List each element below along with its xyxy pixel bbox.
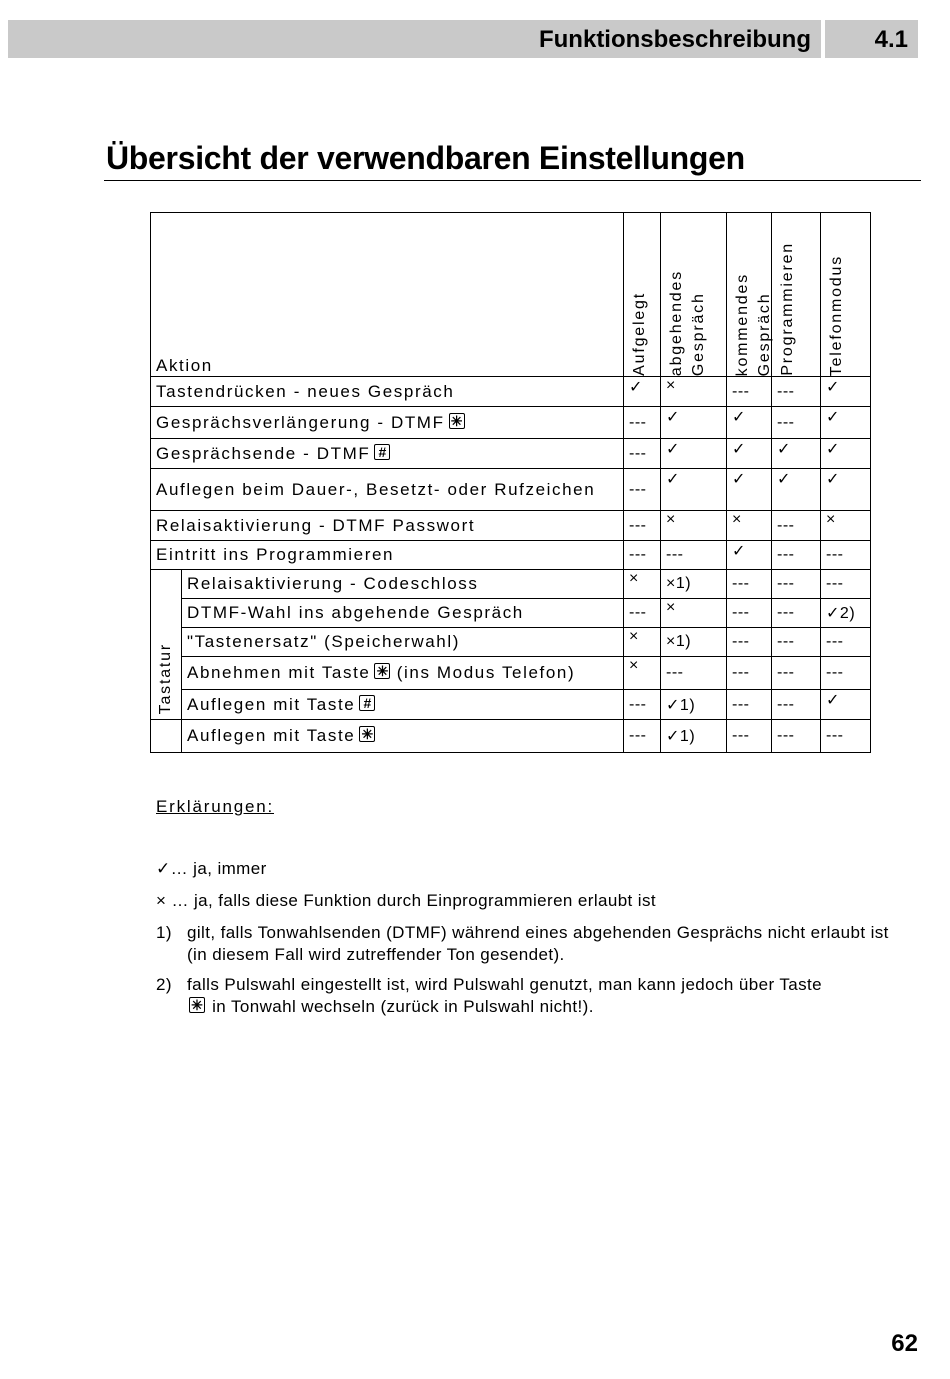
action-cell bbox=[182, 690, 624, 720]
status-cell: --- bbox=[772, 657, 821, 690]
status-cell: --- bbox=[772, 720, 821, 753]
header-section-title: Funktionsbeschreibung bbox=[538, 26, 811, 53]
status-cell: --- bbox=[624, 720, 661, 753]
status-cell: ✓ bbox=[624, 377, 661, 407]
status-cell: ✓ bbox=[821, 377, 871, 407]
page-title: Übersicht der verwendbaren Einstellungen bbox=[106, 140, 745, 176]
status-cell: --- bbox=[624, 407, 661, 439]
action-cell bbox=[151, 439, 624, 469]
status-cell: --- bbox=[772, 570, 821, 599]
status-cell: ✓2) bbox=[821, 599, 871, 628]
table-row bbox=[151, 541, 871, 570]
column-header-label: Telefonmodus bbox=[828, 254, 846, 376]
status-cell: --- bbox=[772, 541, 821, 570]
status-cell: ✓ bbox=[727, 541, 772, 570]
column-header bbox=[727, 213, 772, 377]
action-header-cell bbox=[151, 213, 624, 377]
status-cell: --- bbox=[821, 720, 871, 753]
action-cell bbox=[182, 599, 624, 628]
column-header-label: Aufgelegt bbox=[631, 292, 649, 376]
status-cell: --- bbox=[821, 628, 871, 657]
status-cell: × bbox=[624, 628, 661, 657]
status-cell: --- bbox=[821, 570, 871, 599]
status-cell: ✓ bbox=[772, 439, 821, 469]
action-cell bbox=[151, 407, 624, 439]
status-cell: × bbox=[661, 511, 727, 541]
explanations-title: Erklärungen: bbox=[156, 797, 274, 816]
status-cell: --- bbox=[821, 541, 871, 570]
status-cell: × bbox=[624, 570, 661, 599]
footnote-2-text-b: in Tonwahl wechseln (zurück in Pulswahl nicht!). bbox=[212, 997, 594, 1016]
status-cell: --- bbox=[727, 570, 772, 599]
keyboard-group-label: Tastatur bbox=[157, 642, 174, 714]
status-cell: --- bbox=[624, 511, 661, 541]
footnote-2-text bbox=[187, 974, 901, 1018]
column-header-label: abgehendes Gespräch bbox=[668, 269, 708, 376]
action-label: DTMF-Wahl ins abgehende Gespräch bbox=[187, 603, 524, 622]
column-header bbox=[772, 213, 821, 377]
title-divider bbox=[104, 180, 921, 181]
footnote-2-text-a: falls Pulswahl eingestellt ist, wird Pulswahl genutzt, man kann jedoch über Taste bbox=[187, 975, 822, 994]
action-label: Tastendrücken - neues Gespräch bbox=[156, 381, 455, 401]
footnote-2-number: 2) bbox=[156, 975, 172, 994]
table-header-row bbox=[151, 213, 871, 377]
status-cell: × bbox=[661, 599, 727, 628]
status-cell: --- bbox=[661, 657, 727, 690]
status-cell: × bbox=[624, 657, 661, 690]
footnote-1-text: gilt, falls Tonwahlsenden (DTMF) während eines abgehenden Gesprächs nicht erlaubt ist (in diesem Fall wird zutreffender Ton gesendet). bbox=[187, 923, 889, 964]
status-cell: ✓ bbox=[727, 469, 772, 511]
status-cell: × bbox=[727, 511, 772, 541]
action-label: Auflegen mit Taste bbox=[187, 726, 356, 745]
status-cell: ✓ bbox=[821, 407, 871, 439]
status-cell: --- bbox=[661, 541, 727, 570]
table-row bbox=[151, 377, 871, 407]
page-header bbox=[8, 20, 918, 58]
status-cell: ✓ bbox=[661, 407, 727, 439]
column-header bbox=[661, 213, 727, 377]
settings-table bbox=[150, 212, 871, 753]
action-cell bbox=[151, 469, 624, 511]
status-cell: --- bbox=[772, 599, 821, 628]
table-row bbox=[151, 599, 871, 628]
status-cell: --- bbox=[821, 657, 871, 690]
table-row bbox=[151, 720, 871, 753]
column-header-label: Programmieren bbox=[779, 242, 797, 376]
action-cell bbox=[151, 541, 624, 570]
header-section-number: 4.1 bbox=[874, 26, 908, 53]
action-cell bbox=[151, 511, 624, 541]
status-cell: ✓ bbox=[727, 439, 772, 469]
status-cell: --- bbox=[727, 599, 772, 628]
header-section-number-box bbox=[825, 20, 918, 58]
status-cell: ✓1) bbox=[661, 720, 727, 753]
status-cell: --- bbox=[624, 541, 661, 570]
header-section-title-box bbox=[8, 20, 821, 58]
status-cell: ✓ bbox=[661, 439, 727, 469]
table-row bbox=[151, 690, 871, 720]
star-key-icon: ✳ bbox=[189, 997, 205, 1013]
action-label: Eintritt ins Programmieren bbox=[156, 545, 395, 564]
action-header: Aktion bbox=[156, 356, 213, 375]
table-row bbox=[151, 570, 871, 599]
action-cell bbox=[182, 570, 624, 599]
hash-key-icon: # bbox=[359, 695, 375, 711]
table-row bbox=[151, 469, 871, 511]
action-cell bbox=[151, 377, 624, 407]
status-cell: ×1) bbox=[661, 628, 727, 657]
table-row bbox=[151, 439, 871, 469]
table-row bbox=[151, 657, 871, 690]
action-label: Gesprächsverlängerung - DTMF bbox=[156, 412, 445, 432]
action-label: Relaisaktivierung - Codeschloss bbox=[187, 574, 479, 593]
action-label: Gesprächsende - DTMF bbox=[156, 443, 371, 463]
status-cell: --- bbox=[727, 628, 772, 657]
star-key-icon: ✳ bbox=[449, 413, 465, 429]
status-cell: ✓ bbox=[821, 469, 871, 511]
status-cell: ✓ bbox=[772, 469, 821, 511]
status-cell: --- bbox=[727, 690, 772, 720]
status-cell: --- bbox=[624, 599, 661, 628]
column-header bbox=[624, 213, 661, 377]
legend-check: ✓… ja, immer bbox=[156, 859, 267, 878]
column-header-label: kommendes Gespräch bbox=[734, 272, 774, 376]
status-cell: ✓ bbox=[727, 407, 772, 439]
action-cell bbox=[182, 628, 624, 657]
status-cell: --- bbox=[727, 720, 772, 753]
action-label: Relaisaktivierung - DTMF Passwort bbox=[156, 515, 476, 535]
settings-table-body bbox=[151, 213, 871, 753]
status-cell: ✓ bbox=[821, 439, 871, 469]
action-label: Abnehmen mit Taste bbox=[187, 663, 371, 682]
status-cell: --- bbox=[624, 439, 661, 469]
status-cell: --- bbox=[624, 690, 661, 720]
footnote-1-number: 1) bbox=[156, 923, 172, 942]
action-label: "Tastenersatz" (Speicherwahl) bbox=[187, 632, 460, 651]
status-cell: ✓ bbox=[821, 690, 871, 720]
footnote-1 bbox=[156, 922, 901, 966]
keyboard-group-cell bbox=[151, 570, 182, 720]
table-row bbox=[151, 511, 871, 541]
status-cell: ✓ bbox=[661, 469, 727, 511]
action-label: Auflegen mit Taste bbox=[187, 694, 356, 714]
action-cell bbox=[182, 720, 624, 753]
legend-cross: × … ja, falls diese Funktion durch Einprogrammieren erlaubt ist bbox=[156, 891, 657, 910]
keyboard-group-cell bbox=[151, 720, 182, 753]
status-cell: --- bbox=[727, 377, 772, 407]
status-cell: --- bbox=[772, 377, 821, 407]
status-cell: × bbox=[821, 511, 871, 541]
column-header bbox=[821, 213, 871, 377]
status-cell: --- bbox=[727, 657, 772, 690]
footnote-2 bbox=[156, 974, 901, 1018]
status-cell: --- bbox=[624, 469, 661, 511]
hash-key-icon: # bbox=[374, 444, 390, 460]
status-cell: --- bbox=[772, 511, 821, 541]
status-cell: --- bbox=[772, 628, 821, 657]
page-number: 62 bbox=[891, 1330, 918, 1357]
action-label: Auflegen beim Dauer-, Besetzt- oder Rufzeichen bbox=[156, 479, 596, 499]
table-row bbox=[151, 628, 871, 657]
status-cell: ✓1) bbox=[661, 690, 727, 720]
status-cell: × bbox=[661, 377, 727, 407]
status-cell: --- bbox=[772, 407, 821, 439]
star-key-icon: ✳ bbox=[359, 726, 375, 742]
status-cell: ×1) bbox=[661, 570, 727, 599]
star-key-icon: ✳ bbox=[374, 663, 390, 679]
action-label-suffix: (ins Modus Telefon) bbox=[396, 663, 576, 682]
action-cell bbox=[182, 657, 624, 690]
status-cell: --- bbox=[772, 690, 821, 720]
table-row bbox=[151, 407, 871, 439]
